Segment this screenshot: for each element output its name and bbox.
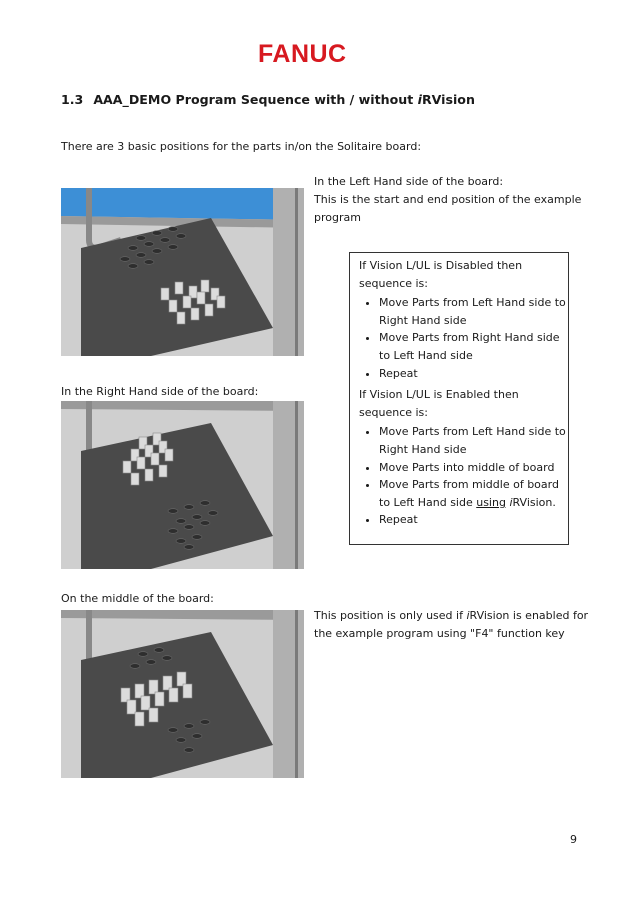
enabled-steps-list bbox=[359, 423, 566, 529]
list-item: • Move Parts into middle of board bbox=[379, 459, 559, 477]
section-title-end: RVision bbox=[421, 92, 475, 107]
left-position-line2: This is the start and end position of the example bbox=[314, 193, 582, 206]
left-position-line1: In the Left Hand side of the board: bbox=[314, 175, 504, 188]
disabled-steps-list bbox=[359, 294, 566, 382]
sequence-box bbox=[349, 252, 569, 545]
list-item: • Move Parts from Left Hand side to Right Hand side bbox=[379, 294, 559, 329]
disabled-heading-line2: sequence is: bbox=[359, 276, 428, 290]
list-item: • Repeat bbox=[379, 365, 559, 383]
board-image-middle bbox=[61, 610, 304, 778]
intro-text: There are 3 basic positions for the parts in/on the Solitaire board: bbox=[61, 140, 422, 153]
board-image-left bbox=[61, 188, 304, 356]
list-item: • Repeat bbox=[379, 511, 559, 529]
enabled-heading-line2: sequence is: bbox=[359, 405, 428, 419]
list-item: • Move Parts from middle of board to Left Hand side using iRVision. bbox=[379, 476, 559, 511]
left-position-line3: program bbox=[314, 211, 361, 224]
list-item: • Move Parts from Left Hand side to Right Hand side bbox=[379, 423, 559, 458]
underlined-using: using bbox=[476, 495, 506, 509]
enabled-heading-line1: If Vision L/UL is Enabled then bbox=[359, 388, 519, 402]
middle-position-line2: the example program using "F4" function key bbox=[314, 627, 565, 640]
fanuc-logo: FANUC bbox=[258, 40, 347, 68]
disabled-heading-line1: If Vision L/UL is Disabled then bbox=[359, 259, 523, 272]
right-position-caption: In the Right Hand side of the board: bbox=[61, 385, 259, 398]
section-heading bbox=[61, 92, 475, 107]
middle-position-caption: On the middle of the board: bbox=[61, 592, 214, 605]
section-number: 1.3 bbox=[61, 92, 84, 107]
page-number: 9 bbox=[570, 833, 577, 846]
board-image-right bbox=[61, 401, 304, 569]
middle-position-line1: This position is only used if iRVision is enabled for bbox=[314, 609, 589, 622]
list-item: • Move Parts from Right Hand side to Left Hand side bbox=[379, 329, 559, 364]
section-title-start: AAA_DEMO Program Sequence with / without bbox=[93, 92, 418, 107]
section-title-italic: i bbox=[417, 92, 422, 107]
